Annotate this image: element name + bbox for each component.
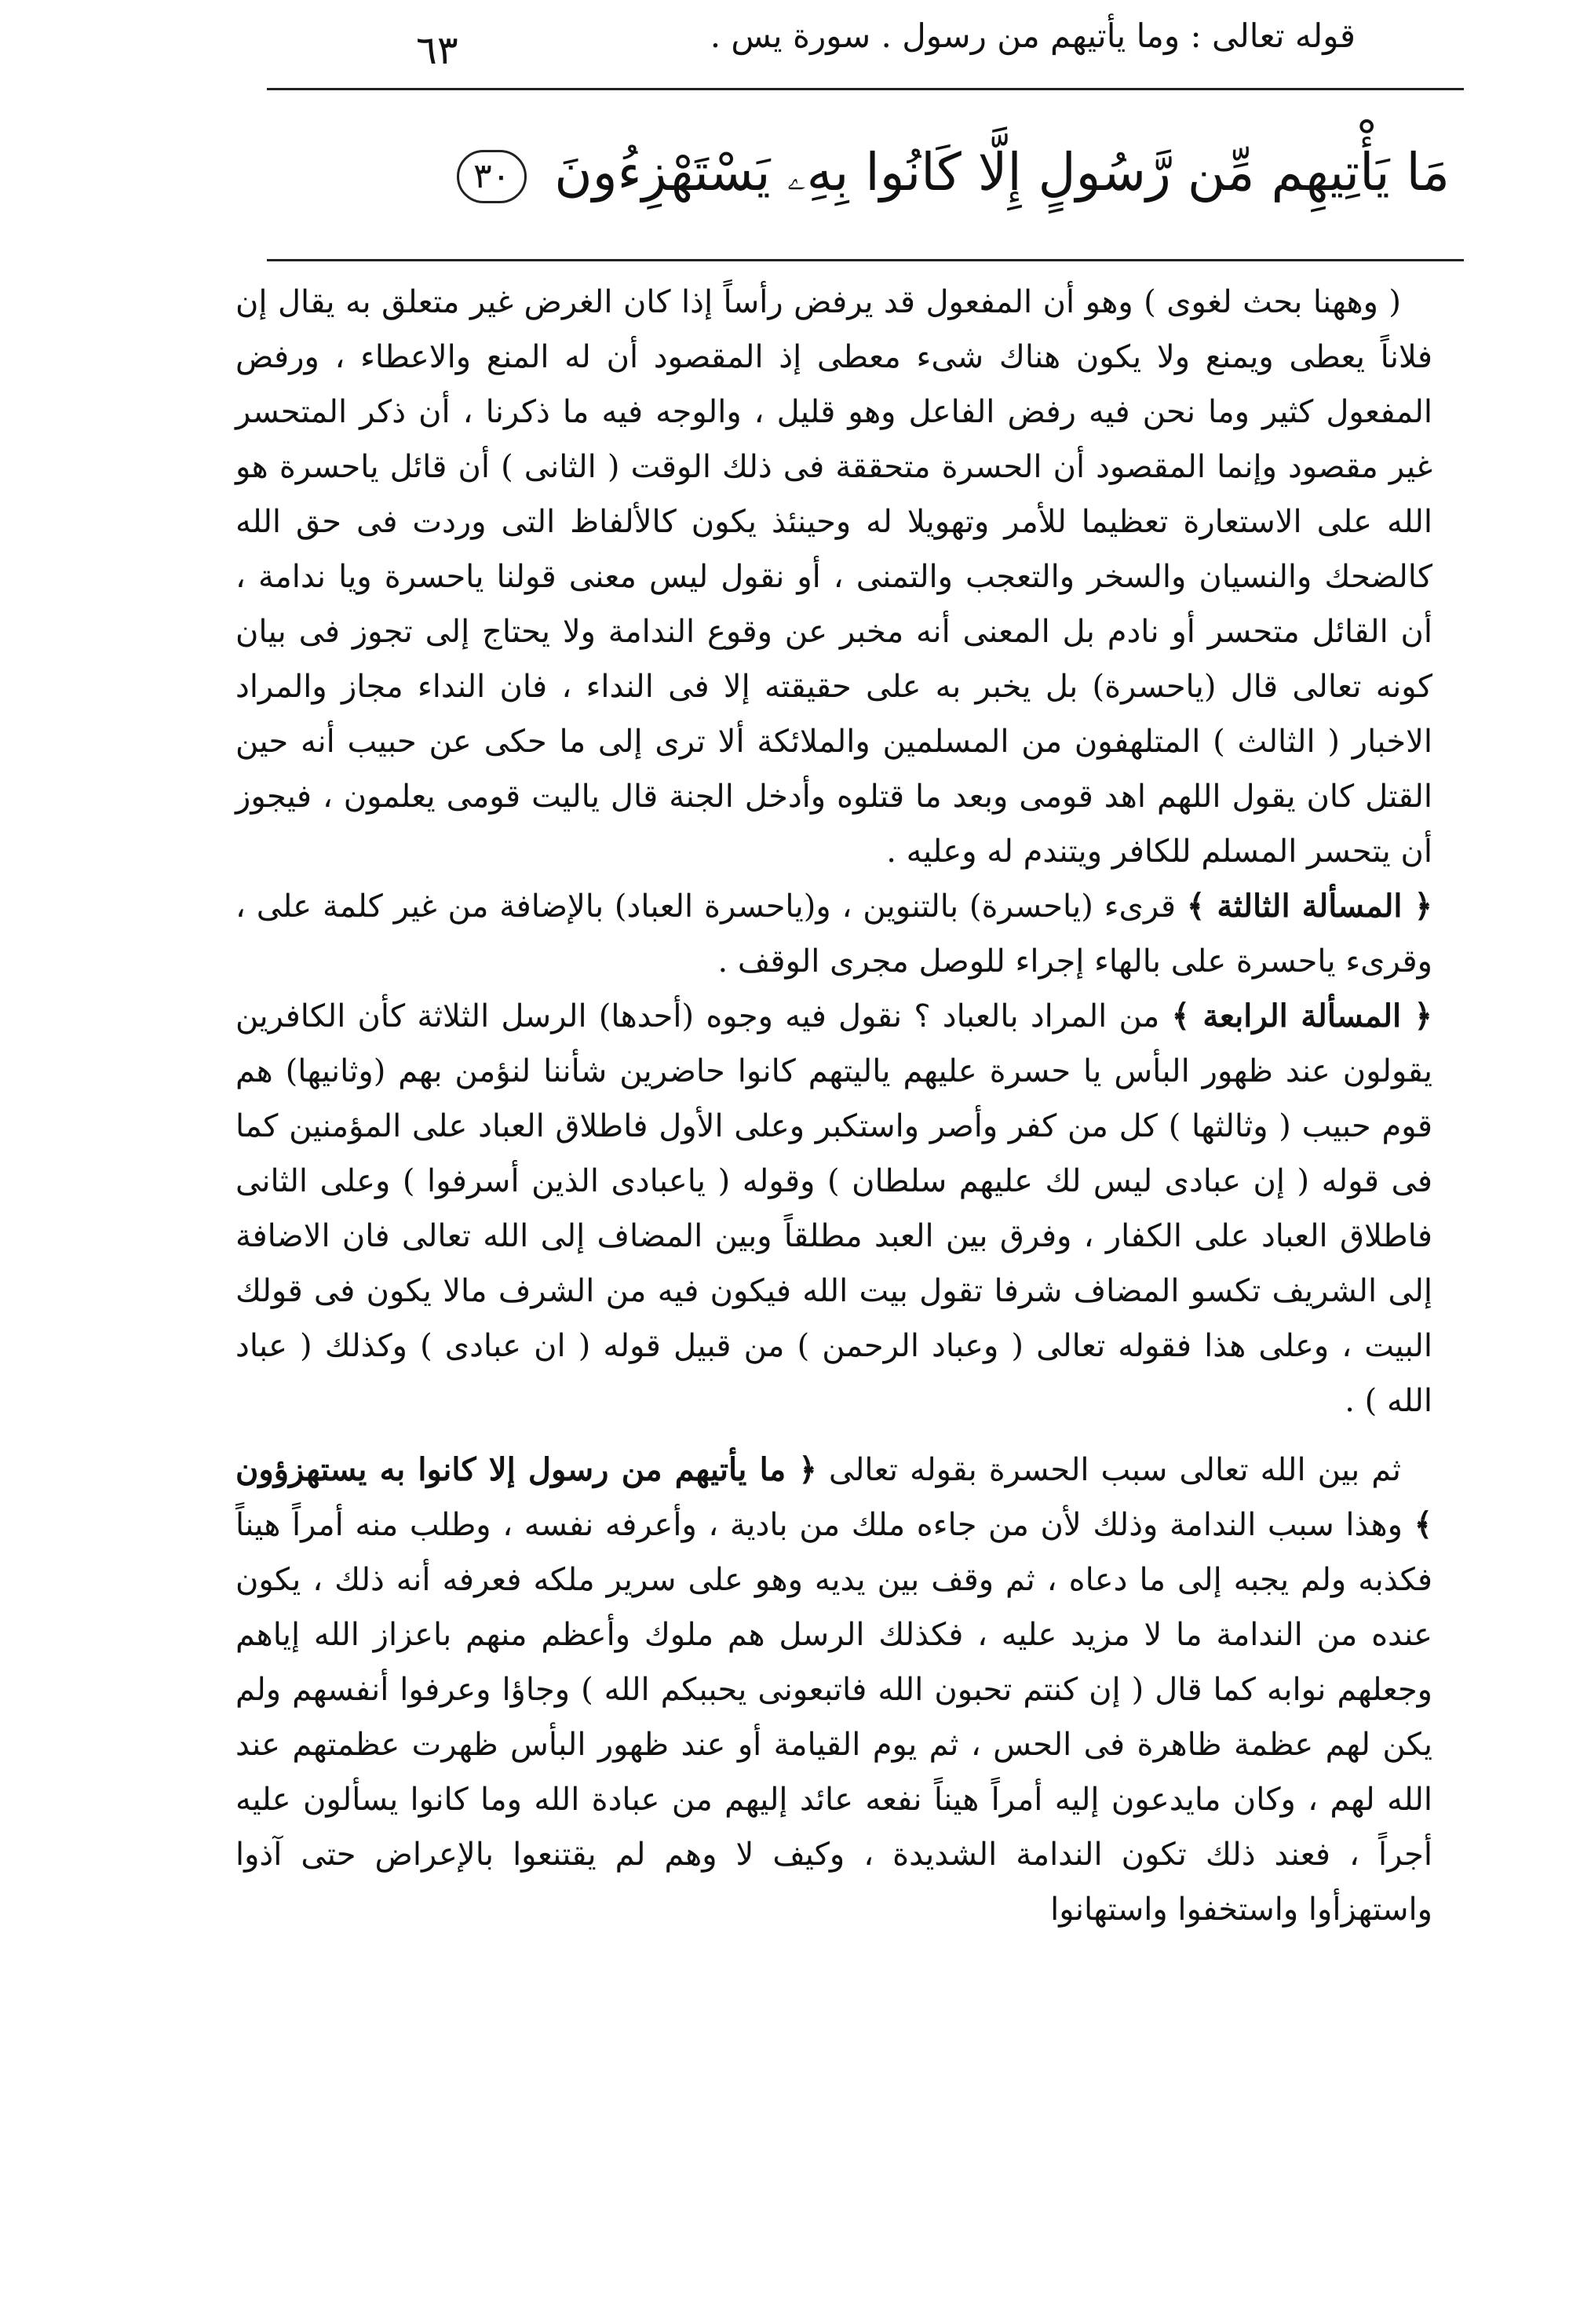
reason-intro: ثم بين الله تعالى سبب الحسرة بقوله تعالى — [828, 1452, 1401, 1488]
verse-number: ٣٠ — [457, 150, 527, 203]
header-divider — [267, 88, 1464, 90]
paragraph-issue-three — [235, 879, 1432, 989]
reason-text: وهذا سبب الندامة وذلك لأن من جاءه ملك من بادية ، وأعرفه نفسه ، وطلب منه أمراً هيناً فكذبه ولم يجبه إلى ما دعاه ، ثم وقف بين يديه وهو على سرير ملكه فعرفه أنه ذلك ، يكون عنده من الندامة ما لا مزيد عليه ، فكذلك الرسل هم ملوك وأعظم منهم باعزاز الله إياهم وجعلهم نوابه كما قال ( إن كنتم تحبون الله فاتبعونى يحببكم الله ) وجاؤا وعرفوا أنفسهم ولم يكن لهم عظمة ظاهرة فى الحس ، ثم يوم القيامة أو عند ظهور البأس ظهرت عظمتهم عند الله لهم ، وكان مايدعون إليه أمراً هيناً نفعه عائد إليهم من عبادة الله وما كانوا يسألون عليه أجراً ، فعند ذلك تكون الندامة الشديدة ، وكيف لا وهم لم يقتنعوا بالإعراض حتى آذوا واستهزأوا واستخفوا واستهانوا — [235, 1507, 1433, 1928]
quran-verse — [272, 130, 1450, 216]
issue-four-text: من المراد بالعباد ؟ نقول فيه وجوه (أحدها) الرسل الثلاثة كأن الكافرين يقولون عند ظهور البأس يا حسرة عليهم ياليتهم كانوا حاضرين شأننا لنؤمن بهم (وثانيها) هم قوم حبيب ( وثالثها ) كل من كفر وأصر واستكبر وعلى الأول فاطلاق العباد على المؤمنين كما فى قوله ( إن عبادى ليس لك عليهم سلطان ) وقوله ( ياعبادى الذين أسرفوا ) وعلى الثانى فاطلاق العباد على الكفار ، وفرق بين العبد مطلقاً وبين المضاف إلى الله تعالى فان الاضافة إلى الشريف تكسو المضاف شرفا تقول بيت الله فيكون فيه من الشرف مالا يكون فى قولك البيت ، وعلى هذا فقوله تعالى ( وعباد الرحمن ) من قبيل قوله ( ان عبادى ) وكذلك ( عباد الله ) . — [235, 998, 1432, 1419]
issue-four-heading: ﴿ المسألة الرابعة ﴾ — [1171, 998, 1432, 1034]
paragraph-linguistic: ( وههنا بحث لغوى ) وهو أن المفعول قد يرفض رأساً إذا كان الغرض غير متعلق به يقال إن فلاناً يعطى ويمنع ولا يكون هناك شىء معطى إذ المقصود أن له المنع والاعطاء ، ورفض المفعول كثير وما نحن فيه رفض الفاعل وهو قليل ، والوجه فيه ما ذكرنا ، أن ذكر المتحسر غير مقصود وإنما المقصود أن الحسرة متحققة فى ذلك الوقت ( الثانى ) أن قائل ياحسرة هو الله على الاستعارة تعظيما للأمر وتهويلا له وحينئذ يكون كالألفاظ التى وردت فى حق الله كالضحك والنسيان والسخر والتعجب والتمنى ، أو نقول ليس معنى قولنا ياحسرة ويا ندامة ، أن القائل متحسر أو نادم بل المعنى أنه مخبر عن وقوع الندامة ولا يحتاج إلى تجوز فى بيان كونه تعالى قال (ياحسرة) بل يخبر به على حقيقته إلا فى النداء ، فان النداء مجاز والمراد الاخبار ( الثالث ) المتلهفون من المسلمين والملائكة ألا ترى إلى ما حكى عن حبيب أنه حين القتل كان يقول اللهم اهد قومى وبعد ما قتلوه وأدخل الجنة قال ياليت قومى يعلمون ، فيجوز أن يتحسر المسلم للكافر ويتندم له وعليه . — [235, 284, 1432, 870]
page-number: ٦٣ — [416, 27, 458, 73]
running-title: قوله تعالى : وما يأتيهم من رسول . سورة يس . — [710, 16, 1356, 55]
paragraph-issue-four — [235, 989, 1432, 1428]
verse-divider — [267, 259, 1464, 261]
commentary-text — [235, 275, 1432, 1937]
issue-three-heading: ﴿ المسألة الثالثة ﴾ — [1186, 888, 1433, 925]
verse-text: مَا يَأْتِيهِم مِّن رَّسُولٍ إِلَّا كَانُوا بِهِۦ يَسْتَهْزِءُونَ — [554, 142, 1450, 202]
verse-quote: ﴿ ما يأتيهم من رسول إلا كانوا به يستهزؤون ﴾ — [235, 1451, 1432, 1543]
paragraph-reason — [235, 1443, 1432, 1937]
running-header — [235, 13, 1356, 73]
issue-three-text: قرىء (ياحسرة) بالتنوين ، و(ياحسرة العباد) بالإضافة من غير كلمة على ، وقرىء ياحسرة على بالهاء إجراء للوصل مجرى الوقف . — [235, 888, 1432, 980]
